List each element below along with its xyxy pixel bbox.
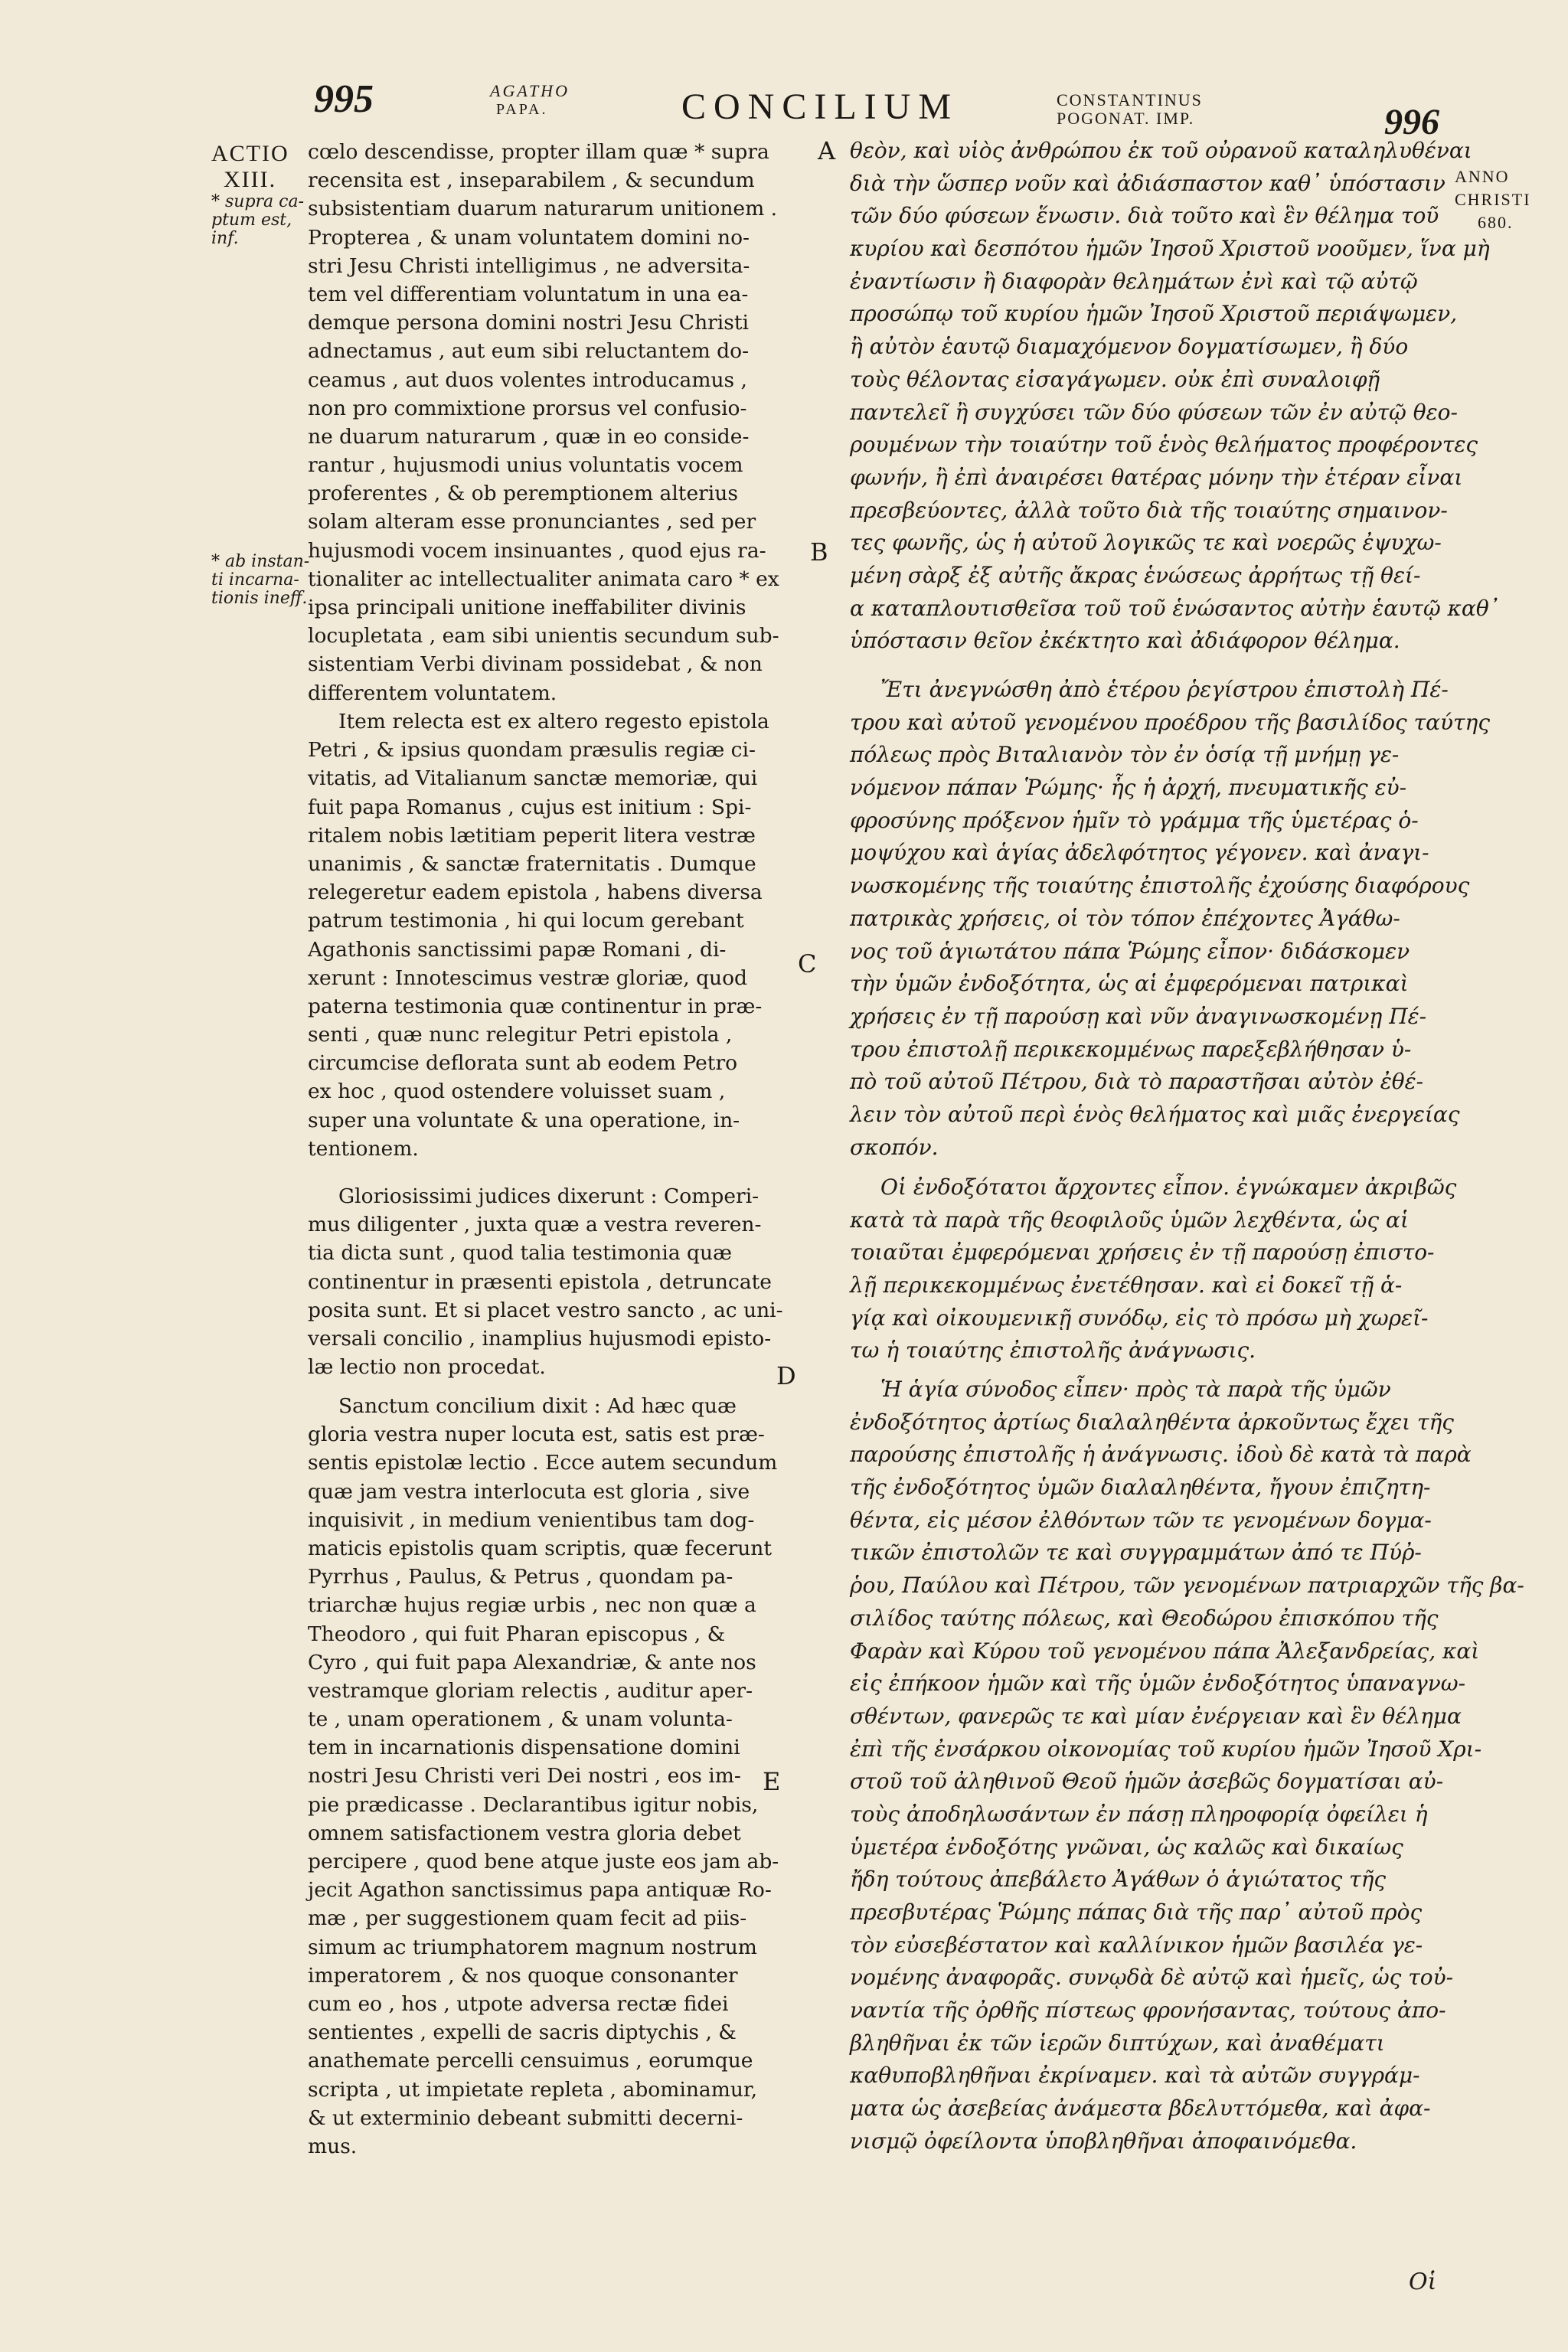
latin-line: triarchæ hujus regiæ urbis , nec non quæ a	[308, 1593, 756, 1618]
greek-line: φροσύνης πρόξενον ἡμῖν τὸ γράμμα τῆς ὑμετέρας ὁ-	[850, 807, 1419, 833]
greek-line: προσώπῳ τοῦ κυρίου ἡμῶν Ἰησοῦ Χριστοῦ περιάψωμεν,	[850, 301, 1458, 327]
section-letter-e: E	[763, 1767, 781, 1796]
greek-line: Ἡ ἁγία σύνοδος εἶπεν· πρὸς τὰ παρὰ τῆς ὑμῶν	[880, 1377, 1391, 1402]
greek-line: λῇ περικεκομμένως ἐνετέθησαν. καὶ εἰ δοκεῖ τῇ ἁ-	[850, 1272, 1403, 1298]
page-number-left: 995	[314, 77, 374, 121]
latin-line: Pyrrhus , Paulus, & Petrus , quondam pa-	[308, 1565, 733, 1589]
running-head-right-line2: POGONAT. IMP.	[1057, 109, 1195, 128]
greek-line: τοιαῦται ἐμφερόμεναι χρήσεις ἐν τῇ παρούσῃ ἐπιστο-	[850, 1240, 1435, 1266]
latin-line: fuit papa Romanus , cujus est initium : Spi-	[308, 795, 752, 819]
latin-line: maticis epistolis quam scriptis, quæ fecerunt	[308, 1536, 773, 1560]
margin-anno: ANNO	[1455, 167, 1510, 186]
latin-line: Item relecta est ex altero regesto epistola	[338, 710, 769, 733]
running-head-left-line1: AGATHO	[490, 81, 570, 100]
greek-line: φωνήν, ἢ ἐπὶ ἀναιρέσει θατέρας μόνην τὴν ἑτέραν εἶναι	[850, 464, 1463, 490]
greek-line: πόλεως πρὸς Βιταλιανὸν τὸν ἐν ὁσίᾳ τῇ μνήμῃ γε-	[850, 742, 1400, 768]
latin-line: ex hoc , quod ostendere voluisset suam ,	[308, 1080, 726, 1104]
latin-line: mæ , per suggestionem quam fecit ad piis-	[308, 1906, 747, 1931]
section-heading-actio: ACTIO	[211, 141, 289, 166]
latin-line: jecit Agathon sanctissimus papa antiquæ Ro-	[308, 1878, 772, 1903]
latin-line: Sanctum concilium dixit : Ad hæc quæ	[338, 1394, 737, 1418]
latin-line: & ut exterminio debeant submitti decerni-	[308, 2105, 743, 2130]
greek-paragraph	[850, 1171, 1457, 1367]
latin-line: anathemate percelli censuimus , eorumque	[308, 2049, 753, 2073]
greek-line: ρουμένων τὴν τοιαύτην τοῦ ἑνὸς θελήματος προφέροντες	[850, 432, 1478, 458]
latin-line: mus diligenter , juxta quæ a vestra reveren-	[308, 1213, 762, 1237]
greek-line: τρου καὶ αὐτοῦ γενομένου προέδρου τῆς βασιλίδος ταύτης	[850, 709, 1491, 735]
greek-line: παρούσης ἐπιστολῆς ἡ ἀνάγνωσις. ἰδοὺ δὲ κατὰ τὰ παρὰ	[850, 1442, 1472, 1468]
latin-paragraph	[308, 707, 798, 1163]
margin-note-left: * supra ca- ptum est, inf.	[211, 192, 305, 248]
latin-line: tem in incarnationis dispensatione domini	[308, 1736, 740, 1760]
latin-line: xerunt : Innotescimus vestræ gloriæ, quod	[308, 965, 748, 990]
greek-line: θέντα, εἰς μέσον ἐλθόντων τῶν τε γενομένων δογμα-	[850, 1507, 1432, 1533]
greek-line: διὰ τὴν ὥσπερ νοῦν καὶ ἀδιάσπαστον καθ᾽ ὑπόστασιν	[850, 170, 1446, 196]
greek-line: ὑμετέρα ἐνδοξότης γνῶναι, ὡς καλῶς καὶ δικαίως	[850, 1834, 1403, 1860]
latin-line: Propterea , & unam voluntatem domini no-	[308, 225, 750, 250]
section-letter-d: D	[776, 1361, 796, 1390]
greek-line: πατρικὰς χρήσεις, οἱ τὸν τόπον ἐπέχοντες Ἀγάθω-	[850, 905, 1400, 931]
greek-line: ἢ αὐτὸν ἑαυτῷ διαμαχόμενον δογματίσωμεν, ἢ δύο	[850, 334, 1409, 360]
greek-line: τοὺς θέλοντας εἰσαγάγωμεν. οὐκ ἐπὶ συναλοιφῇ	[850, 366, 1380, 392]
latin-line: subsistentiam duarum naturarum unitionem .	[308, 197, 778, 221]
latin-line: inquisivit , in medium venientibus tam dog-	[308, 1508, 755, 1532]
latin-line: Agathonis sanctissimi papæ Romani , di-	[308, 937, 727, 962]
greek-line: νόμενον πάπαν Ῥώμης· ἧς ἡ ἀρχή, πνευματικῆς εὐ-	[850, 775, 1407, 801]
greek-line: θεὸν, καὶ υἱὸς ἀνθρώπου ἐκ τοῦ οὐρανοῦ καταληλυθέναι	[850, 138, 1472, 163]
running-head-left-line2: PAPA.	[496, 101, 548, 118]
greek-line: νισμῷ ὀφείλοντα ὑποβληθῆναι ἀποφαινόμεθα.	[850, 2128, 1357, 2154]
page-number-right: 996	[1384, 102, 1439, 142]
latin-line: nostri Jesu Christi veri Dei nostri , eos im-	[308, 1764, 741, 1788]
latin-line: demque persona domini nostri Jesu Christi	[308, 311, 749, 335]
latin-line: proferentes , & ob peremptionem alterius	[308, 482, 738, 506]
latin-line: locupletata , eam sibi unientis secundum sub-	[308, 624, 779, 648]
greek-line: νομένης ἀναφορᾶς. συνῳδὰ δὲ αὐτῷ καὶ ἡμεῖς, ὡς τοὐ-	[850, 1965, 1454, 1991]
greek-line: τες φωνῆς, ὡς ἡ αὐτοῦ λογικῶς τε καὶ νοερῶς ἐψυχω-	[850, 530, 1442, 556]
section-letter-c: C	[798, 949, 817, 978]
greek-line: βληθῆναι ἐκ τῶν ἱερῶν διπτύχων, καὶ ἀναθέματι	[850, 2030, 1385, 2056]
latin-line: unanimis , & sanctæ fraternitatis . Dumque	[308, 851, 756, 876]
latin-line: quæ jam vestra interlocuta est gloria , sive	[308, 1479, 750, 1504]
latin-line: imperatorem , & nos quoque consonanter	[308, 1963, 738, 1988]
greek-line: ναντία τῆς ὀρθῆς πίστεως φρονήσαντας, τούτους ἀπο-	[850, 1998, 1446, 2024]
greek-line: ἐναντίωσιν ἢ διαφορὰν θελημάτων ἐνὶ καὶ τῷ αὐτῷ	[850, 268, 1418, 294]
latin-line: tia dicta sunt , quod talia testimonia quæ	[308, 1241, 732, 1266]
latin-line: sentis epistolæ lectio . Ecce autem secundum	[308, 1451, 778, 1475]
latin-line: sistentiam Verbi divinam possidebat , & non	[308, 652, 763, 677]
latin-paragraph	[308, 1182, 798, 1381]
greek-paragraph	[850, 1374, 1524, 2158]
greek-line: πρεσβυτέρας Ῥώμης πάπας διὰ τῆς παρ᾽ αὐτοῦ πρὸς	[850, 1900, 1423, 1925]
latin-line: relegeretur eadem epistola , habens diversa	[308, 880, 763, 905]
greek-line: μοψύχου καὶ ἁγίας ἀδελφότητος γέγονεν. καὶ ἀναγι-	[850, 840, 1429, 866]
latin-line: differentem voluntatem.	[308, 681, 557, 705]
margin-christi: CHRISTI	[1455, 190, 1531, 209]
latin-line: scripta , ut impietate repleta , abominamur,	[308, 2077, 758, 2102]
greek-line: ἤδη τούτους ἀπεβάλετο Ἀγάθων ὁ ἁγιώτατος τῆς	[850, 1867, 1387, 1893]
latin-line: tentionem.	[308, 1136, 419, 1161]
greek-line: πρεσβεύοντες, ἀλλὰ τοῦτο διὰ τῆς τοιαύτης σημαινον-	[850, 497, 1448, 523]
greek-line: ὑπόστασιν θεῖον ἐκέκτητο καὶ ἀδιάφορον θέλημα.	[850, 628, 1400, 654]
latin-line: sentientes , expelli de sacris diptychis , &	[308, 2020, 737, 2045]
latin-line: omnem satisfactionem vestra gloria debet	[308, 1821, 741, 1845]
section-letter-a: A	[818, 136, 836, 165]
latin-line: recensita est , inseparabilem , & secundum	[308, 168, 755, 193]
greek-line: πὸ τοῦ αὐτοῦ Πέτρου, διὰ τὸ παραστῆσαι αὐτὸν ἐθέ-	[850, 1069, 1424, 1095]
latin-line: vitatis, ad Vitalianum sanctæ memoriæ, qui	[308, 766, 758, 791]
latin-line: versali concilio , inamplius hujusmodi episto-	[308, 1326, 772, 1351]
greek-line: τῆς ἐνδοξότητος ὑμῶν διαλαληθέντα, ἤγουν ἐπιζητη-	[850, 1475, 1431, 1501]
greek-line: ῥου, Παύλου καὶ Πέτρου, τῶν γενομένων πατριαρχῶν τῆς βα-	[850, 1573, 1524, 1599]
latin-line: hujusmodi vocem insinuantes , quod ejus ra-	[308, 538, 766, 563]
latin-line: solam alteram esse pronunciantes , sed per	[308, 510, 756, 534]
latin-line: ritalem nobis lætitiam peperit litera vestræ	[308, 823, 756, 848]
greek-line: τοὺς ἀποδηλωσάντων ἐν πάσῃ πληροφορίᾳ ὀφείλει ἡ	[850, 1801, 1428, 1827]
latin-line: circumcise deflorata sunt ab eodem Petro	[308, 1051, 738, 1076]
latin-line: adnectamus , aut eum sibi reluctantem do-	[308, 339, 750, 364]
greek-line: καθυποβληθῆναι ἐκρίναμεν. καὶ τὰ αὐτῶν συγγράμ-	[850, 2063, 1420, 2089]
greek-line: Οἱ ἐνδοξότατοι ἄρχοντες εἶπον. ἐγνώκαμεν ἀκριβῶς	[880, 1174, 1457, 1200]
greek-line: τὴν ὑμῶν ἐνδοξότητα, ὡς αἱ ἐμφερόμεναι πατρικαὶ	[850, 971, 1409, 997]
latin-line: cum eo , hos , utpote adversa rectæ fidei	[308, 1991, 729, 2016]
greek-line: τῶν δύο φύσεων ἕνωσιν. διὰ τοῦτο καὶ ἓν θέλημα τοῦ	[850, 203, 1439, 229]
greek-line: χρήσεις ἐν τῇ παρούσῃ καὶ νῦν ἀναγινωσκομένῃ Πέ-	[850, 1003, 1427, 1029]
latin-line: læ lectio non procedat.	[308, 1355, 546, 1380]
greek-line: σκοπόν.	[850, 1134, 939, 1160]
latin-line: percipere , quod bene atque juste eos jam ab-	[308, 1850, 779, 1873]
greek-line: τω ἡ τοιαύτης ἐπιστολῆς ἀνάγνωσις.	[850, 1338, 1256, 1364]
greek-line: ματα ὡς ἀσεβείας ἀνάμεστα βδελυττόμεθα, καὶ ἀφα-	[850, 2096, 1431, 2122]
greek-line: τρου ἐπιστολῇ περικεκομμένως παρεξεβλήθησαν ὑ-	[850, 1036, 1412, 1062]
latin-line: stri Jesu Christi intelligimus , ne adversita-	[308, 253, 750, 278]
latin-line: cœlo descendisse, propter illam quæ * supra	[308, 140, 769, 164]
latin-line: patrum testimonia , hi qui locum gerebant	[308, 909, 744, 933]
greek-paragraph	[850, 674, 1491, 1164]
latin-line: te , unam operationem , & unam volunta-	[308, 1707, 733, 1732]
latin-paragraph	[308, 1392, 798, 2161]
latin-line: mus.	[308, 2134, 358, 2158]
latin-line: vestramque gloriam relectis , auditur aper-	[308, 1678, 753, 1703]
latin-line: super una voluntate & una operatione, in-	[308, 1108, 740, 1132]
greek-line: ἐπὶ τῆς ἐνσάρκου οἰκονομίας τοῦ κυρίου ἡμῶν Ἰησοῦ Χρι-	[850, 1736, 1482, 1762]
greek-line: κυρίου καὶ δεσπότου ἡμῶν Ἰησοῦ Χριστοῦ νοοῦμεν, ἵνα μὴ	[850, 236, 1490, 262]
latin-line: gloria vestra nuper locuta est, satis est præ-	[308, 1423, 765, 1447]
greek-line: παντελεῖ ἢ συγχύσει τῶν δύο φύσεων τῶν ἐν αὐτῷ θεο-	[850, 399, 1458, 425]
greek-line: λειν τὸν αὐτοῦ περὶ ἑνὸς θελήματος καὶ μιᾶς ἐνεργείας	[850, 1101, 1460, 1127]
latin-line: Theodoro , qui fuit Pharan episcopus , &	[308, 1622, 726, 1646]
greek-line: σθέντων, φανερῶς τε καὶ μίαν ἐνέργειαν καὶ ἓν θέλημα	[850, 1703, 1462, 1729]
latin-line: pie prædicasse . Declarantibus igitur nobis,	[308, 1792, 759, 1817]
greek-line: νωσκομένης τῆς τοιαύτης ἐπιστολῆς ἐχούσης διαφόρους	[850, 873, 1470, 899]
margin-year: 680.	[1478, 213, 1514, 232]
latin-paragraph	[308, 138, 798, 707]
latin-line: ceamus , aut duos volentes introducamus ,	[308, 368, 747, 392]
latin-line: ne duarum naturarum , quæ in eo conside-	[308, 424, 750, 449]
latin-line: Gloriosissimi judices dixerunt : Comperi-	[338, 1184, 760, 1208]
margin-note-left: * ab instan- ti incarna- tionis ineff.	[211, 552, 310, 608]
latin-line: ipsa principali unitione ineffabiliter divinis	[308, 596, 746, 619]
greek-line: σιλίδος ταύτης πόλεως, καὶ Θεοδώρου ἐπισκόπου τῆς	[850, 1605, 1439, 1631]
latin-line: Cyro , qui fuit papa Alexandriæ, & ante nos	[308, 1650, 756, 1674]
greek-line: στοῦ τοῦ ἀληθινοῦ Θεοῦ ἡμῶν ἀσεβῶς δογματίσαι αὐ-	[850, 1769, 1444, 1795]
section-letter-b: B	[810, 537, 828, 567]
page-title: CONCILIUM	[681, 87, 959, 127]
greek-line: τὸν εὐσεβέστατον καὶ καλλίνικον ἡμῶν βασιλέα γε-	[850, 1932, 1423, 1958]
greek-line: α καταπλουτισθεῖσα τοῦ τοῦ ἑνώσαντος αὐτὴν ἑαυτῷ καθ᾽	[850, 595, 1500, 621]
latin-line: continentur in præsenti epistola , detruncate	[308, 1269, 772, 1294]
greek-line: μένη σὰρξ ἐξ αὐτῆς ἄκρας ἑνώσεως ἀρρήτως τῇ θεί-	[850, 562, 1421, 588]
latin-line: rantur , hujusmodi unius voluntatis vocem	[308, 453, 743, 478]
latin-line: tionaliter ac intellectualiter animata caro * ex	[308, 567, 779, 591]
greek-line: Ἔτι ἀνεγνώσθη ἀπὸ ἑτέρου ῥεγίστρου ἐπιστολὴ Πέ-	[880, 677, 1449, 702]
greek-line: κατὰ τὰ παρὰ τῆς θεοφιλοῦς ὑμῶν λεχθέντα, ὡς αἱ	[850, 1207, 1409, 1233]
greek-line: ἐνδοξότητος ἀρτίως διαλαληθέντα ἀρκοῦντως ἔχει τῆς	[850, 1409, 1454, 1435]
latin-line: Petri , & ipsius quondam præsulis regiæ ci-	[308, 738, 756, 763]
greek-line: Φαρὰν καὶ Κύρου τοῦ γενομένου πάπα Ἀλεξανδρείας, καὶ	[850, 1638, 1480, 1664]
latin-line: paterna testimonia quæ continentur in præ-	[308, 994, 763, 1018]
latin-line: simum ac triumphatorem magnum nostrum	[308, 1935, 757, 1959]
latin-line: posita sunt. Et si placet vestro sancto , ac uni-	[308, 1298, 783, 1322]
latin-line: non pro commixtione prorsus vel confusio-	[308, 396, 747, 420]
catchword: Οἱ	[1409, 2269, 1437, 2295]
section-heading-number: XIII.	[224, 167, 277, 192]
latin-line: senti , quæ nunc relegitur Petri epistola ,	[308, 1023, 733, 1047]
greek-line: εἰς ἐπήκοον ἡμῶν καὶ τῆς ὑμῶν ἐνδοξότητος ὑπαναγνω-	[850, 1671, 1466, 1697]
greek-line: γίᾳ καὶ οἰκουμενικῇ συνόδῳ, εἰς τὸ πρόσω μὴ χωρεῖ-	[850, 1305, 1429, 1331]
greek-line: τικῶν ἐπιστολῶν τε καὶ συγγραμμάτων ἀπό τε Πύῤ-	[850, 1540, 1422, 1566]
latin-line: tem vel differentiam voluntatum in una ea-	[308, 282, 749, 306]
greek-line: νος τοῦ ἁγιωτάτου πάπα Ῥώμης εἶπον· διδάσκομεν	[850, 938, 1410, 964]
running-head-right-line1: CONSTANTINUS	[1057, 90, 1203, 109]
